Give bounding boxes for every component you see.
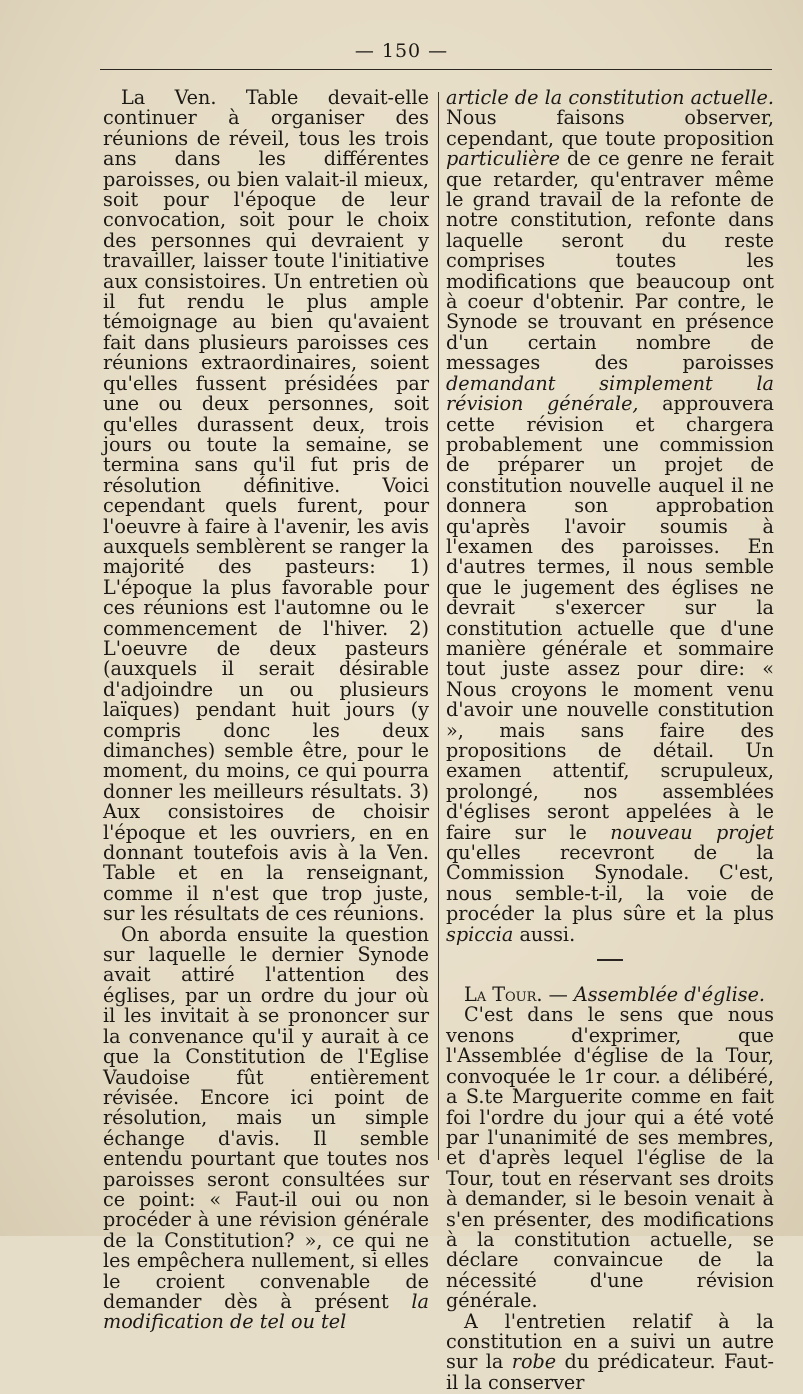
paragraph-text: Nous faisons observer, cependant, que toute proposition <box>446 106 774 150</box>
left-column <box>103 88 429 1333</box>
header-rule <box>100 69 772 70</box>
paragraph-constitution-question <box>103 922 429 1334</box>
italic-phrase: particulière <box>446 147 561 171</box>
paragraph-text: A l'entretien relatif à la constitution en a suivi un autre sur la <box>446 1309 774 1374</box>
paragraph-assemblee-la-tour: C'est dans le sens que nous venons d'exprimer, que l'Assemblée d'église de la Tour, convoquée le 1r cour. a délibéré, a S.te Marguerite comme en fait foi l'ordre du jour qui a été voté par l'unanimité de ses membres, et d'après lequel l'église de la Tour, tout en réservant ses droits à demander, si le besoin venait à s'en présenter, des modifications à la constitution actuelle, se déclare convaincue de la nécessité d'une révision générale. <box>446 1003 774 1313</box>
paragraph-text: qu'elles recevront de la Commission Synodale. C'est, nous semble-t-il, la voie de procéder la plus sûre et la plus <box>446 841 774 926</box>
paragraph-text: On aborda ensuite la question sur laquelle le dernier Synode avait attiré l'attention des églises, par un ordre du jour où il les invitait à se prononcer sur la convenance qu'il y aurait à ce que la Constitution de l'Eglise Vaudoise fût entièrement révisée. Encore ici point de résolution, mais un simple échange d'avis. Il semble entendu pourtant que toutes nos paroisses seront consultées sur ce point: « Faut-il oui ou non procéder à une révision générale de la Constitution? », ce qui ne les empêchera nullement, si elles le croient convenable de demander dès à présent <box>103 922 429 1313</box>
paragraph-text: aussi. <box>513 922 576 946</box>
section-separator <box>597 959 623 961</box>
right-column <box>446 88 774 1393</box>
italic-phrase: demandant simplement la révision générale, <box>446 371 774 416</box>
column-divider <box>438 92 439 1160</box>
paragraph-reunions-de-reveil: La Ven. Table devait-elle continuer à organiser des réunions de réveil, tous les trois ans dans les différentes paroisses, ou bien valait-il mieux, soit pour l'époque de leur convocation, soit pour le choix des personnes qui devraient y travailler, laisser toute l'initiative aux consistoires. Un entretien où il fut rendu le plus ample témoignage au bien qu'avaient fait dans plusieurs paroisses ces réunions extraordinaires, soient qu'elles fussent présidées par une ou deux personnes, soit qu'elles durassent deux, trois jours ou toute la semaine, se termina sans qu'il fut pris de résolution définitive. Voici cependant quels furent, pour l'oeuvre à faire à l'avenir, les avis auxquels semblèrent se ranger la majorité des pasteurs: 1) L'époque la plus favorable pour ces réunions est l'automne ou le commencement de l'hiver. 2) L'oeuvre de deux pasteurs (auxquels il serait désirable d'adjoindre un ou plusieurs laïques) pendant huit jours (y compris donc les deux dimanches) semble être, pour le moment, du moins, ce qui pourra donner les meilleurs résultats. 3) Aux consistoires de choisir l'époque et les ouvriers, en en donnant toutefois avis à la Ven. Table et en la renseignant, comme il n'est que trop juste, sur les résultats de ces réunions. <box>103 86 429 926</box>
section-heading <box>446 985 774 1005</box>
italic-phrase: spiccia <box>446 922 514 946</box>
page-number: — 150 — <box>354 40 449 62</box>
paragraph-text: de ce genre ne ferait que retarder, qu'entraver même le grand travail de la refonte de notre constitution, refonte dans laquelle seront du reste comprises toutes les modifications que beaucoup ont à coeur d'obtenir. Par contre, le Synode se trouvant en présence d'un certain nombre de messages des paroisses <box>446 147 774 375</box>
paragraph-text: du prédicateur. Faut-il la conserver <box>446 1350 774 1394</box>
italic-phrase: article de la constitution actuelle. <box>446 86 774 109</box>
section-subtitle: Assemblée d'église. <box>573 983 766 1007</box>
paragraph-constitution-continued <box>446 88 774 945</box>
heading-dash: — <box>542 983 574 1007</box>
italic-phrase: nouveau projet <box>610 820 774 844</box>
section-title: La Tour. <box>464 983 543 1007</box>
italic-phrase: robe <box>511 1350 557 1374</box>
italic-phrase: la modification de tel ou tel <box>103 1289 429 1334</box>
paragraph-robe <box>446 1309 774 1394</box>
paragraph-text: approuvera cette révision et chargera probablement une commission de préparer un projet de constitution nouvelle auquel il ne donnera son approbation qu'après l'avoir soumis à l'examen des paroisses. En d'autres termes, il nous semble que le jugement des églises ne devrait s'exercer sur la constitution actuelle que d'une manière générale et sommaire tout juste assez pour dire: « Nous croyons le moment venu d'avoir une nouvelle constitution », mais sans faire des propositions de détail. Un examen attentif, scrupuleux, prolongé, nos assemblées d'églises seront appelées à le faire sur le <box>446 392 774 844</box>
